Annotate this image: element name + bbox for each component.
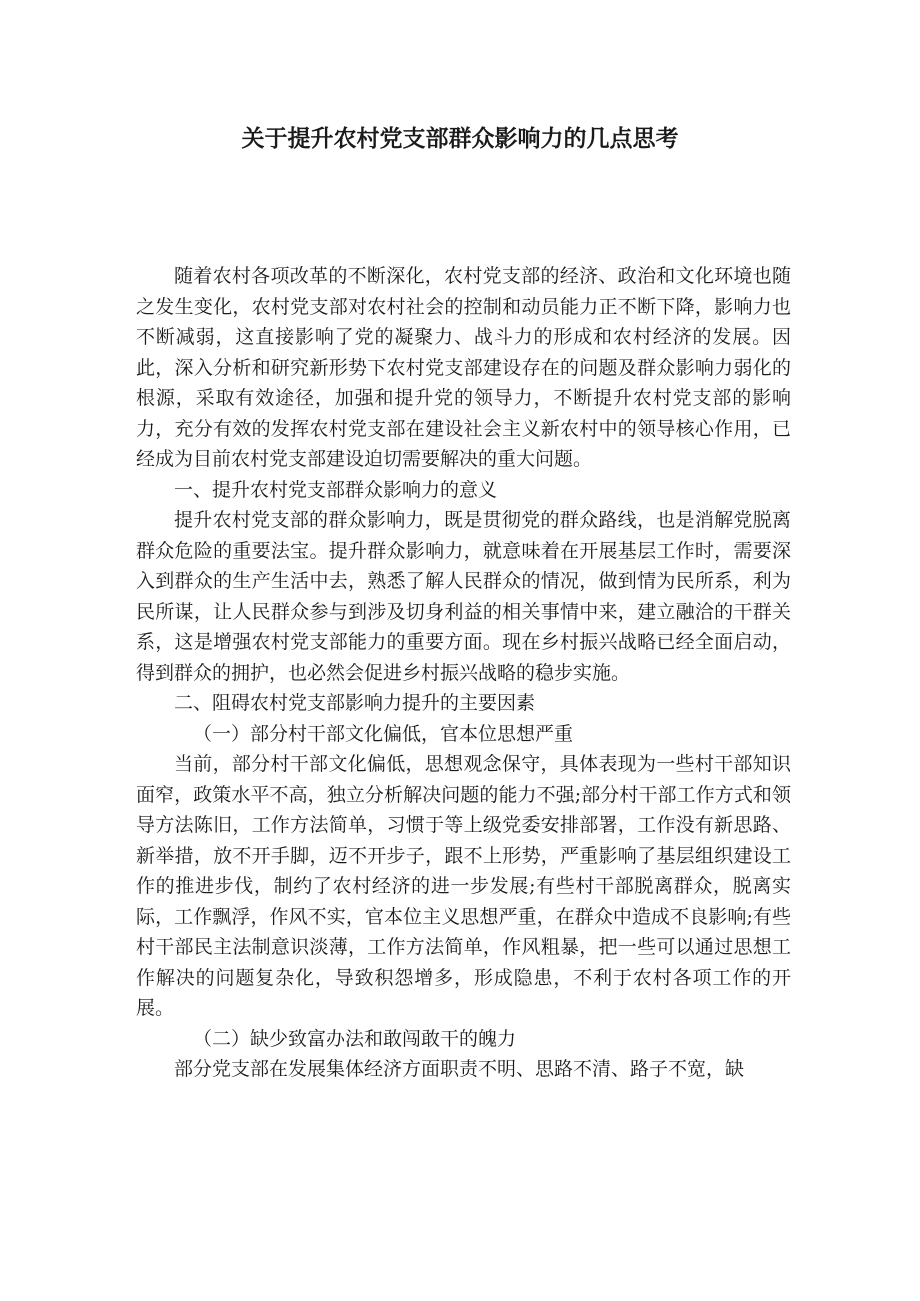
section-heading-2: 二、阻碍农村党支部影响力提升的主要因素 bbox=[174, 692, 536, 714]
subsection-heading-2: （二）缺少致富办法和敢闯敢干的魄力 bbox=[193, 1027, 517, 1050]
document-body bbox=[136, 261, 791, 1085]
paragraph-intro: 随着农村各项改革的不断深化，农村党支部的经济、政治和文化环境也随之发生变化，农村党支部对农村社会的控制和动员能力正不断下降，影响力也不断减弱，这直接影响了党的凝聚力、战斗力的形成和农村经济的发展。因此，深入分析和研究新形势下农村党支部建设存在的问题及群众影响力弱化的根源，采取有效途径，加强和提升党的领导力，不断提升农村党支部的影响力，充分有效的发挥农村党支部在建设社会主义新农村中的领导核心作用，已经成为目前农村党支部建设迫切需要解决的重大问题。 bbox=[136, 265, 791, 470]
paragraph-significance: 提升农村党支部的群众影响力，既是贯彻党的群众路线，也是消解党脱离群众危险的重要法宝。提升群众影响力，就意味着在开展基层工作时，需要深入到群众的生产生活中去，熟悉了解人民群众的情况，做到情为民所系，利为民所谋，让人民群众参与到涉及切身利益的相关事情中来，建立融洽的干群关系，这是增强农村党支部能力的重要方面。现在乡村振兴战略已经全面启动，得到群众的拥护，也必然会促进乡村振兴战略的稳步实施。 bbox=[136, 509, 791, 684]
section-heading-1: 一、提升农村党支部群众影响力的意义 bbox=[174, 478, 498, 501]
subsection-heading-1: （一）部分村干部文化偏低，官本位思想严重 bbox=[193, 722, 574, 745]
document-title: 关于提升农村党支部群众影响力的几点思考 bbox=[241, 126, 679, 152]
paragraph-cadres: 当前，部分村干部文化偏低，思想观念保守，具体表现为一些村干部知识面窄，政策水平不高，独立分析解决问题的能力不强;部分村干部工作方式和领导方法陈旧，工作方法简单，习惯于等上级党委安排部署，工作没有新思路、新举措，放不开手脚，迈不开步子，跟不上形势，严重影响了基层组织建设工作的推进步伐，制约了农村经济的进一步发展;有些村干部脱离群众，脱离实际，工作飘浮，作风不实，官本位主义思想严重，在群众中造成不良影响;有些村干部民主法制意识淡薄，工作方法简单，作风粗暴，把一些可以通过思想工作解决的问题复杂化，导致积怨增多，形成隐患，不利于农村各项工作的开展。 bbox=[136, 753, 791, 1019]
paragraph-economy: 部分党支部在发展集体经济方面职责不明、思路不清、路子不宽，缺 bbox=[174, 1058, 745, 1080]
